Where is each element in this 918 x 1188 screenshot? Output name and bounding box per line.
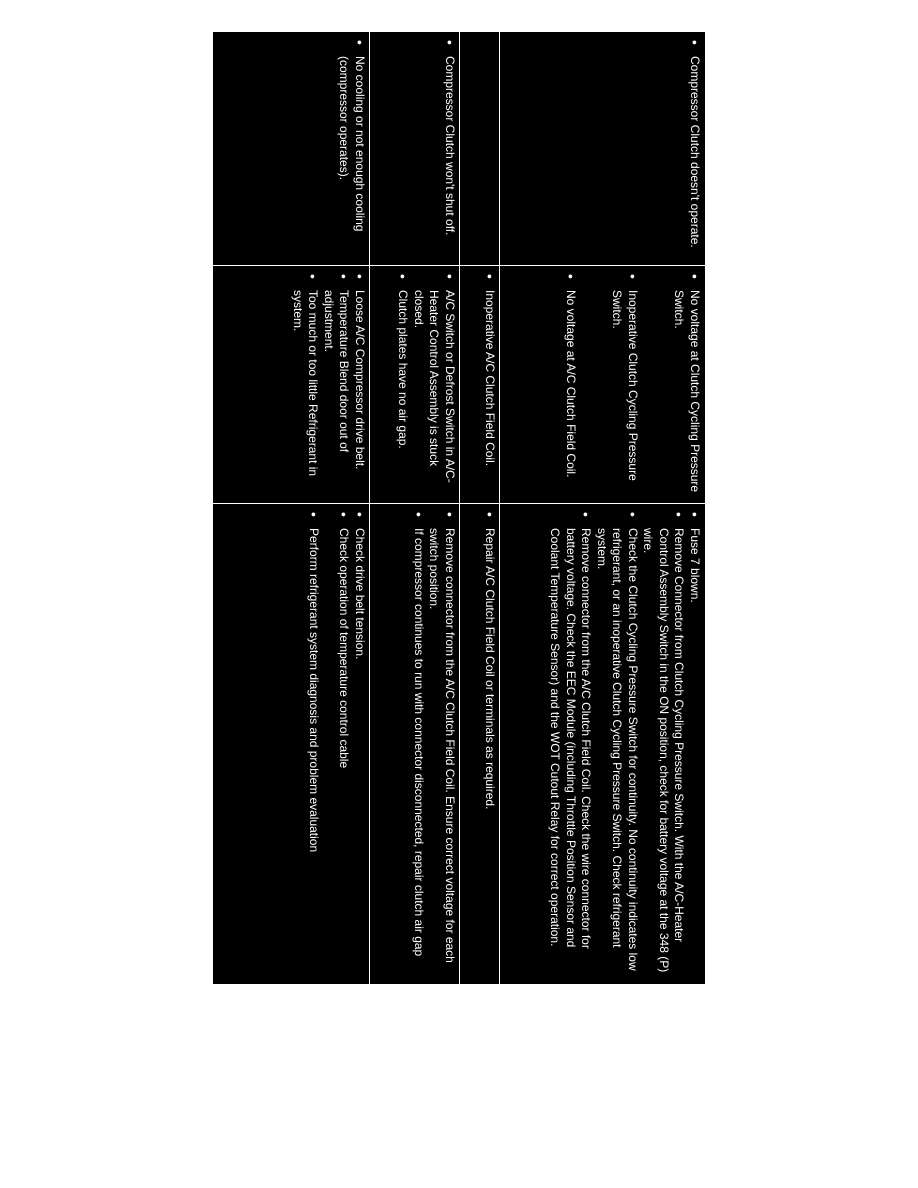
list-item: • Check the Clutch Cycling Pressure Switch for continuity. No continuity indicates low refrigerant, or an inoperative Clutch Cycling Pressure Switch. Check refrigerant system. [594,528,641,976]
condition-cell [460,32,500,266]
list-item: • Compressor Clutch doesn't operate. [687,56,703,257]
list-item: • Compressor Clutch won't shut off. [442,56,458,257]
source-cell [370,266,460,504]
list-item: • Inoperative A/C Clutch Field Coil. [482,290,498,495]
list-item: • Loose A/C Compressor drive belt. [352,290,368,495]
diagnosis-table [213,32,705,984]
condition-cell [500,32,705,266]
list-item: • No cooling or not enough cooling (compressor operates). [336,56,367,257]
list-item: • If compressor continues to run with connector disconnected, repair clutch air gap [411,528,427,976]
diagnosis-table-panel [213,32,705,984]
list-item: • Temperature Blend door out of adjustment. [321,290,352,495]
list-item: • Fuse 7 blown. [687,528,703,976]
list-item: • Check operation of temperature control cable [336,528,352,976]
table-row [213,32,370,984]
list-item: • Repair A/C Clutch Field Coil or terminals as required. [482,528,498,976]
list-item: • Too much or too little Refrigerant in system. [290,290,321,495]
source-cell [500,266,705,504]
condition-cell [213,32,370,266]
list-item: • No voltage at Clutch Cycling Pressure Switch. [671,290,702,495]
list-item: • Inoperative Clutch Cycling Pressure Switch. [609,290,640,495]
list-item: • A/C Switch or Defrost Switch in A/C-Heater Control Assembly is stuck closed. [411,290,458,495]
list-item: • Remove connector from the A/C Clutch Field Coil. Check the wire connector for battery voltage. Check the EEC Module (including Throttle Position Sensor and Coolant Temperature Sensor) and the WOT Cutout Relay for correct operation. [547,528,594,976]
source-cell [213,266,370,504]
list-item: • No voltage at A/C Clutch Field Coil. [563,290,579,495]
table-row [369,32,460,984]
rotated-content [213,32,705,984]
action-cell [500,504,705,984]
list-item: • Remove Connector from Clutch Cycling Pressure Switch. With the A/C-Heater Control Assembly Switch in the ON position, check for battery voltage at the 348 (P) wire. [640,528,687,976]
list-item: • Perform refrigerant system diagnosis and problem evaluation [306,528,322,976]
action-cell [213,504,370,984]
table-row [459,32,500,984]
action-cell [460,504,500,984]
condition-cell [370,32,460,266]
source-cell [460,266,500,504]
list-item: • Remove connector from the A/C Clutch Field Coil. Ensure correct voltage for each switch position. [426,528,457,976]
list-item: • Check drive belt tension. [352,528,368,976]
action-cell [370,504,460,984]
table-row [499,32,705,984]
list-item: • Clutch plates have no air gap. [395,290,411,495]
